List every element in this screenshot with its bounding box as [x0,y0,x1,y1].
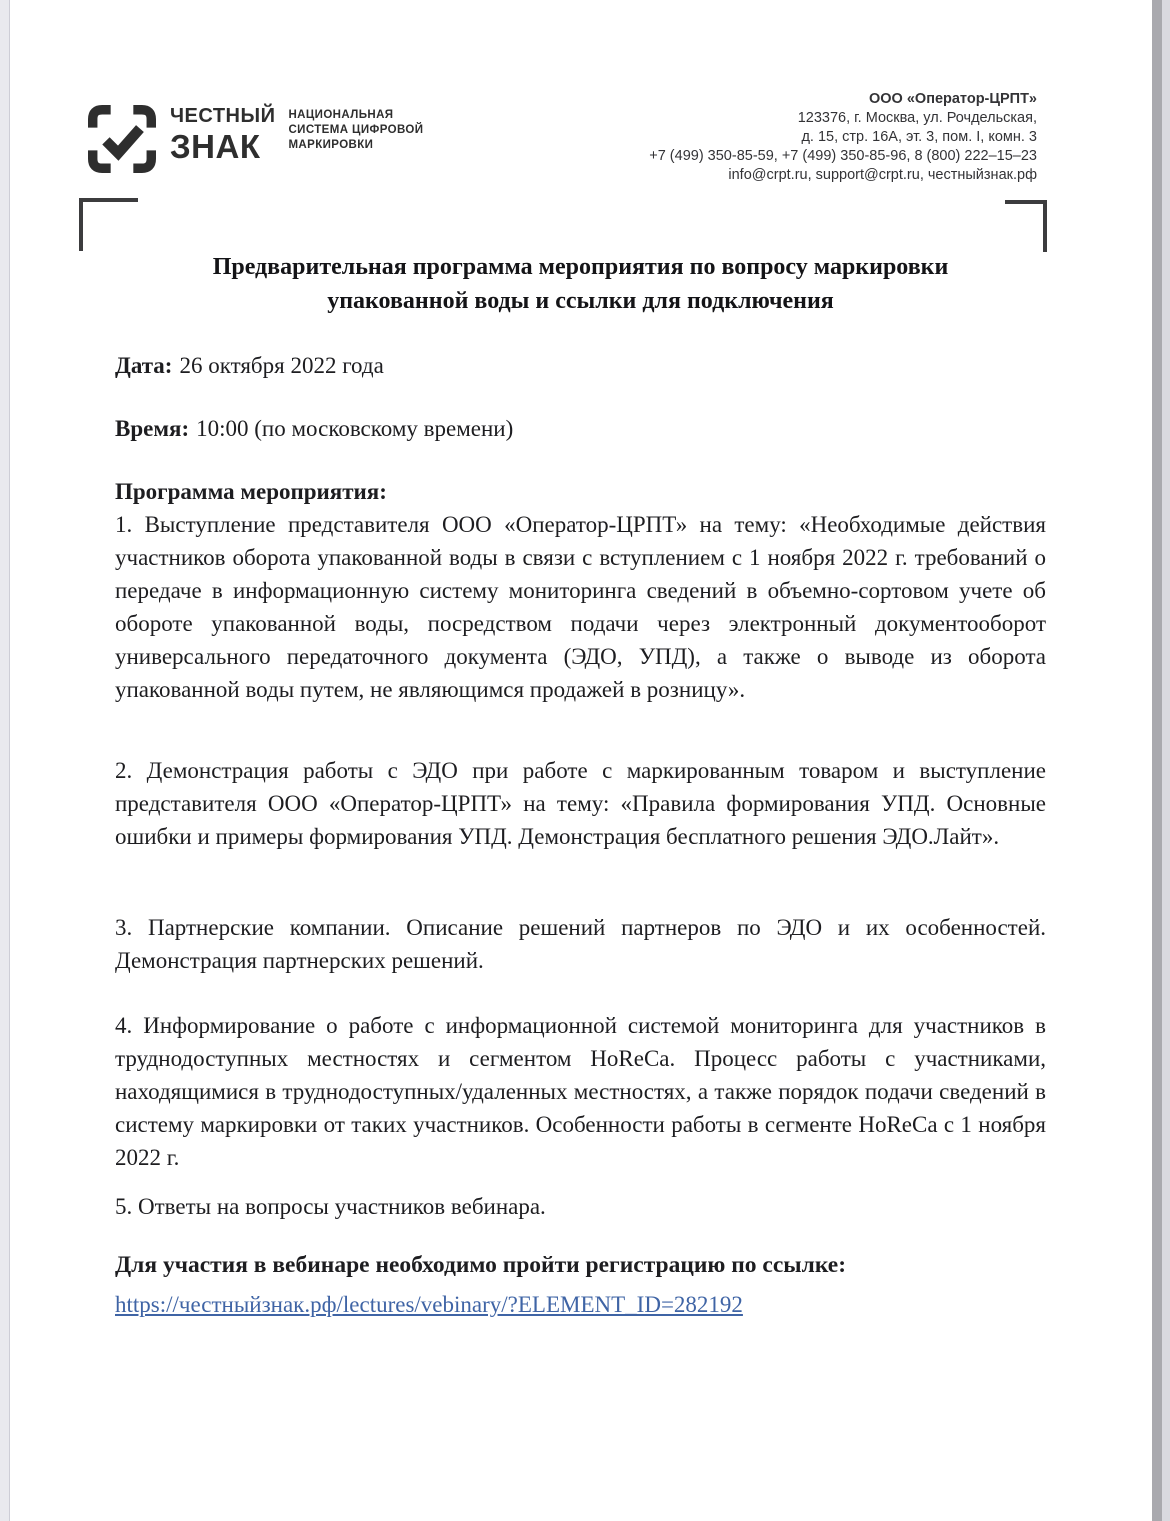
letterhead-address-block [477,90,1037,185]
brand-name [170,104,275,163]
tagline-line1: НАЦИОНАЛЬНАЯ [288,109,394,121]
title-line1: Предварительная программа мероприятия по вопросу маркировки [212,254,949,280]
address-line2: д. 15, стр. 16А, эт. 3, пом. I, комн. 3 [801,129,1037,145]
tagline-line2: СИСТЕМА ЦИФРОВОЙ [288,124,424,136]
event-time-line [115,412,1046,445]
registration-label: Для участия в вебинаре необходимо пройти регистрацию по ссылке: [115,1252,847,1278]
page-left-edge [0,0,10,1521]
program-item-1: 1. Выступление представителя ООО «Оператор-ЦРПТ» на тему: «Необходимые действия участников оборота упакованной воды в связи с вступлением с 1 ноября 2022 г. требований о передаче в информационную систему мониторинга сведений в объемно-сортовом учете об обороте упакованной воды, посредством подачи через электронный документооборот универсального передаточного документа (ЭДО, УПД), а также о выводе из оборота упакованной воды путем, не являющимся продажей в розницу». [115,512,1046,702]
program-item-4: 4. Информирование о работе с информационной системой мониторинга для участников в труднодоступных местностях и сегментом HoReCa. Процесс работы с участниками, находящимися в труднодоступных/удаленных местностях, а также порядок подачи сведений в систему маркировки от таких участников. Особенности работы в сегменте HoReCa с 1 ноября 2022 г. [115,1013,1046,1170]
corner-mark-left [79,198,138,251]
phone-numbers: +7 (499) 350-85-59, +7 (499) 350-85-96, 8 (800) 222–15–23 [649,148,1037,164]
registration-link[interactable]: https://честныйзнак.рф/lectures/vebinary/?ELEMENT_ID=282192 [115,1292,743,1317]
checkmark-scan-frame-icon [88,104,156,174]
date-value: 26 октября 2022 года [179,353,384,378]
time-label: Время: [115,416,190,441]
email-contacts: info@crpt.ru, support@crpt.ru, честныйзнак.рф [728,167,1037,183]
program-item-3: 3. Партнерские компании. Описание решений партнеров по ЭДО и их особенностей. Демонстрация партнерских решений. [115,915,1046,973]
program-item-5: 5. Ответы на вопросы участников вебинара. [115,1194,546,1219]
tagline-line3: МАРКИРОВКИ [288,139,374,151]
program-item-2: 2. Демонстрация работы с ЭДО при работе с маркированным товаром и выступление представителя ООО «Оператор-ЦРПТ» на тему: «Правила формирования УПД. Основные ошибки и примеры формирования УПД. Демонстрация бесплатного решения ЭДО.Лайт». [115,758,1046,849]
program-heading: Программа мероприятия: [115,479,387,504]
chestny-znak-logo [88,104,423,174]
title-line2: упакованной воды и ссылки для подключения [327,288,834,314]
brand-tagline [288,108,423,153]
company-name: ООО «Оператор-ЦРПТ» [868,91,1037,107]
date-label: Дата: [115,353,173,378]
brand-line2: ЗНАК [170,128,261,165]
brand-line1: ЧЕСТНЫЙ [170,105,276,127]
address-line1: 123376, г. Москва, ул. Рочдельская, [797,110,1037,126]
page-title [115,250,1046,318]
event-date-line [115,349,1046,382]
time-value: 10:00 (по московскому времени) [196,416,514,441]
corner-mark-right [1005,200,1047,252]
page-right-scroll-edge[interactable] [1152,0,1170,1521]
registration-link-line [115,1288,1046,1321]
